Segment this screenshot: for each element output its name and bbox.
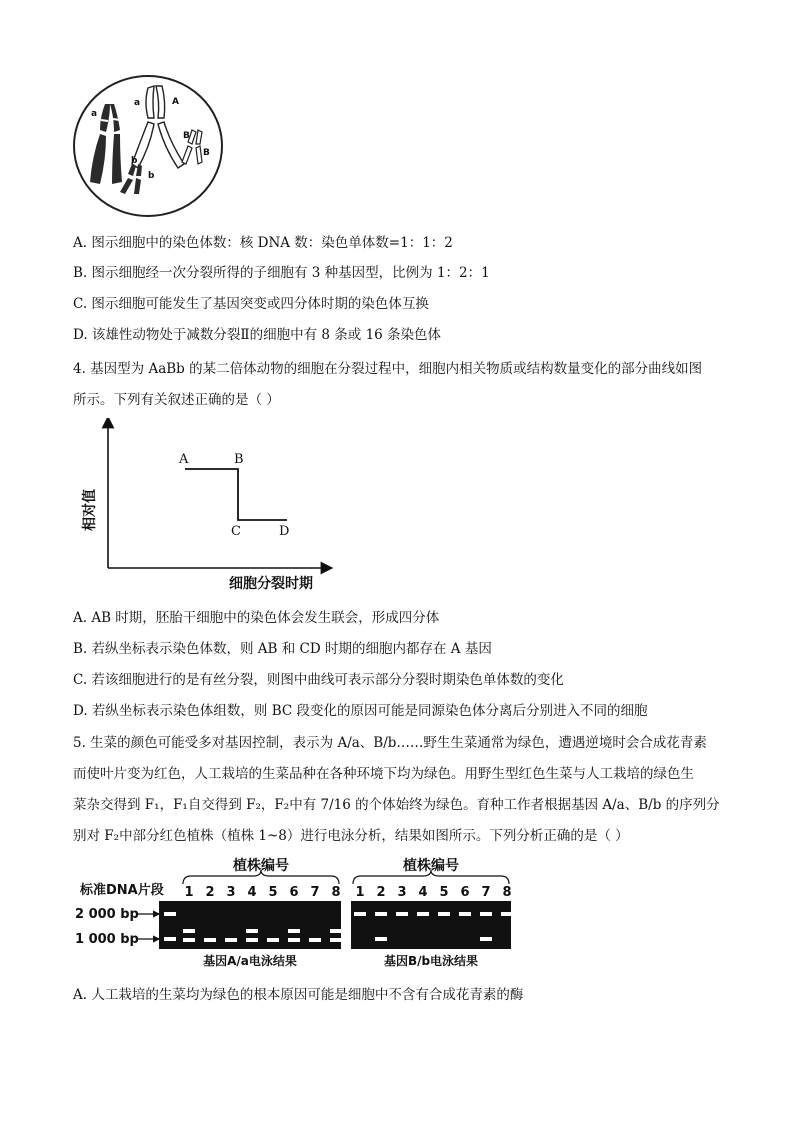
x-axis-label: 细胞分裂时期 (229, 576, 313, 592)
electrophoresis-figure (75, 852, 515, 974)
band-b-1000 (480, 937, 492, 941)
std-band-2000 (164, 912, 176, 916)
point-A: A (179, 452, 189, 467)
gel-right-brace (353, 870, 509, 884)
q4-step-chart (75, 418, 335, 596)
bp-1000-label: 1 000 bp (75, 932, 139, 947)
label-b2: b (148, 171, 155, 181)
lane-number-right: 6 (460, 885, 470, 900)
q3-option-b: B. 图示细胞经一次分裂所得的子细胞有 3 种基因型，比例为 1：2：1 (73, 265, 490, 281)
label-a1: a (91, 109, 98, 119)
band-a-upper (288, 929, 300, 933)
band-a-lower (225, 938, 237, 942)
q4-option-d: D. 若纵坐标表示染色体组数，则 BC 段变化的原因可能是同源染色体分离后分别进入不同的细胞 (73, 703, 648, 719)
point-D: D (279, 524, 290, 539)
std-dna-label: 标准DNA片段 (80, 883, 164, 898)
q3-option-c: C. 图示细胞可能发生了基因突变或四分体时期的染色体互换 (73, 296, 429, 312)
band-a-lower (309, 938, 321, 942)
lane-number-right: 7 (481, 885, 491, 900)
band-b-2000 (354, 912, 366, 916)
cell-chromosome-figure (70, 72, 230, 222)
band-a-lower (204, 938, 216, 942)
band-b-2000 (438, 912, 450, 916)
band-b-2000 (417, 912, 429, 916)
dark-chromosome-small (120, 164, 142, 194)
q4-stem-line2: 所示。下列有关叙述正确的是（ ） (73, 392, 280, 408)
band-b-2000 (375, 912, 387, 916)
gel-right-header: 植株编号 (403, 858, 459, 874)
q4-option-c: C. 若该细胞进行的是有丝分裂，则图中曲线可表示部分分裂时期染色单体数的变化 (73, 672, 564, 688)
gel-left-header: 植株编号 (233, 858, 289, 874)
std-band-1000 (164, 937, 176, 941)
lane-number-left: 4 (247, 885, 257, 900)
band-a-lower (246, 938, 258, 942)
lane-number-left: 5 (268, 885, 278, 900)
q4-option-a: A. AB 时期，胚胎干细胞中的染色体会发生联会，形成四分体 (73, 610, 440, 626)
gel-right-caption: 基因B/b电泳结果 (383, 954, 479, 968)
band-a-upper (183, 929, 195, 933)
bp-2000-label: 2 000 bp (75, 907, 139, 922)
lane-number-right: 2 (376, 885, 386, 900)
gel-left-brace (183, 870, 339, 884)
gel-left-caption: 基因A/a电泳结果 (203, 954, 297, 968)
band-a-lower (267, 938, 279, 942)
q5-stem-line2: 而使叶片变为红色，人工栽培的生菜品种在各种环境下均为绿色。用野生型红色生菜与人工栽培的绿色生 (73, 766, 694, 782)
band-b-2000 (501, 912, 513, 916)
y-axis-label: 相对值 (82, 489, 98, 531)
lane-number-left: 2 (205, 885, 215, 900)
band-a-upper (246, 929, 258, 933)
band-a-upper (330, 929, 342, 933)
label-a2: a (134, 98, 141, 108)
band-b-2000 (396, 912, 408, 916)
lane-number-left: 8 (331, 885, 341, 900)
q3-option-a: A. 图示细胞中的染色体数：核 DNA 数：染色单体数=1：1：2 (73, 235, 453, 251)
q3-option-d: D. 该雄性动物处于减数分裂Ⅱ的细胞中有 8 条或 16 条染色体 (73, 327, 442, 343)
band-b-2000 (459, 912, 471, 916)
gel-right (351, 901, 511, 949)
lane-number-right: 3 (397, 885, 407, 900)
label-B1: B (183, 131, 190, 141)
lane-number-left: 6 (289, 885, 299, 900)
lane-number-right: 1 (355, 885, 365, 900)
band-a-lower (183, 938, 195, 942)
lane-number-right: 5 (439, 885, 449, 900)
label-A: A (172, 97, 179, 107)
point-B: B (234, 452, 244, 467)
q5-option-a: A. 人工栽培的生菜均为绿色的根本原因可能是细胞中不含有合成花青素的酶 (73, 987, 524, 1003)
band-a-lower (330, 938, 342, 942)
band-b-2000 (480, 912, 492, 916)
q4-stem-line1: 4. 基因型为 AaBb 的某二倍体动物的细胞在分裂过程中，细胞内相关物质或结构数量变化的部分曲线如图 (73, 361, 703, 377)
label-B2: B (203, 148, 210, 158)
lane-number-left: 1 (184, 885, 194, 900)
lane-number-right: 4 (418, 885, 428, 900)
lane-number-right: 8 (502, 885, 512, 900)
lane-number-left: 3 (226, 885, 236, 900)
q5-stem-line3: 菜杂交得到 F₁，F₁自交得到 F₂，F₂中有 7/16 的个体始终为绿色。育种工作者根据基因 A/a、B/b 的序列分 (73, 797, 720, 813)
q5-stem-line1: 5. 生菜的颜色可能受多对基因控制，表示为 A/a、B/b……野生生菜通常为绿色，遭遇逆境时会合成花青素 (73, 735, 707, 751)
label-b1: b (131, 156, 138, 166)
band-b-1000 (375, 937, 387, 941)
q4-option-b: B. 若纵坐标表示染色体数，则 AB 和 CD 时期的细胞内都存在 A 基因 (73, 641, 492, 657)
q5-stem-line4: 别对 F₂中部分红色植株（植株 1~8）进行电泳分析，结果如图所示。下列分析正确的是（ ） (73, 828, 629, 844)
band-a-lower (288, 938, 300, 942)
point-C: C (231, 524, 241, 539)
lane-number-left: 7 (310, 885, 320, 900)
curve-ABCD (185, 469, 287, 520)
